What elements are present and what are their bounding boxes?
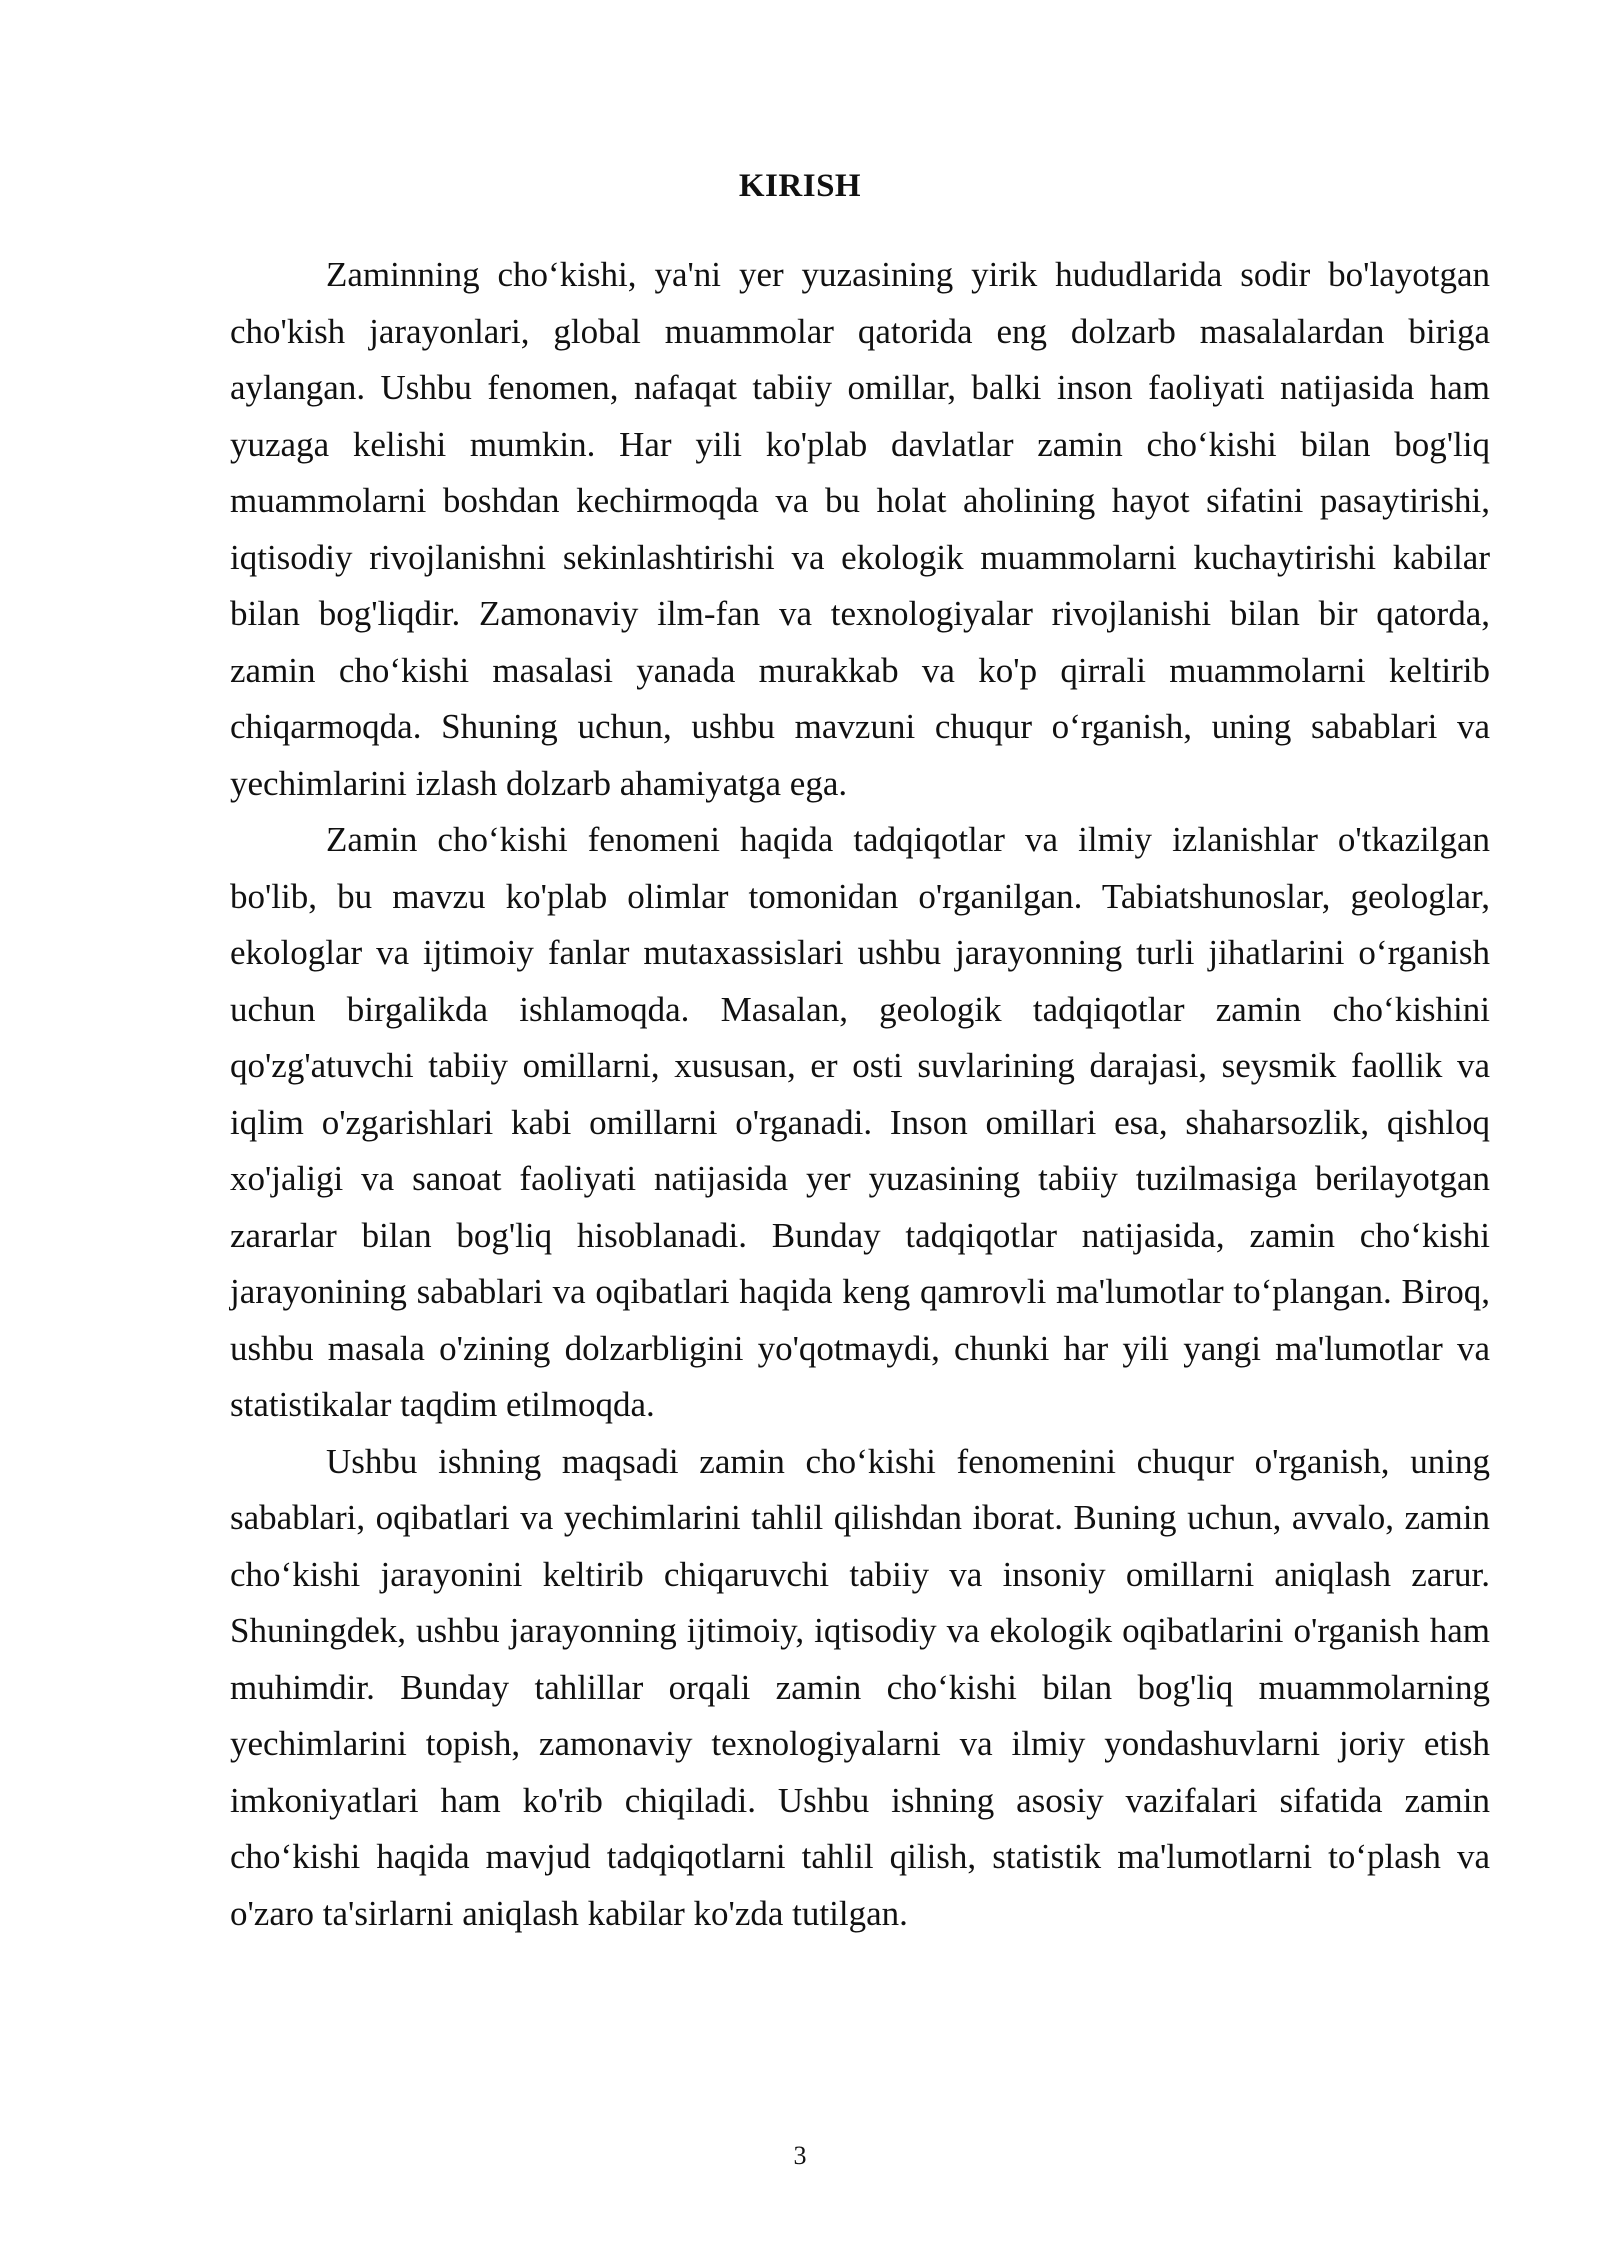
section-title: KIRISH [738,168,862,204]
paragraph-2: Zamin cho‘kishi fenomeni haqida tadqiqotlar va ilmiy izlanishlar o'tkazilgan bo'lib, bu mavzu ko'plab olimlar tomonidan o'rganilgan. Tabiatshunoslar, geologlar, ekologlar va ijtimoiy fanlar mutaxassislari ushbu jarayonning turli jihatlarini o‘rganish uchun birgalikda ishlamoqda. Masalan, geologik tadqiqotlar zamin cho‘kishini qo'zg'atuvchi tabiiy omillarni, xususan, er osti suvlarining darajasi, seysmik faollik va iqlim o'zgarishlari kabi omillarni o'rganadi. Inson omillari esa, shaharsozlik, qishloq xo'jaligi va sanoat faoliyati natijasida yer yuzasining tabiiy tuzilmasiga berilayotgan zararlar bilan bog'liq hisoblanadi. Bunday tadqiqotlar natijasida, zamin cho‘kishi jarayonining sabablari va oqibatlari haqida keng qamrovli ma'lumotlar to‘plangan. Biroq, ushbu masala o'zining dolzarbligini yo'qotmaydi, chunki har yili yangi ma'lumotlar va statistikalar taqdim etilmoqda. [230,820,1490,1424]
paragraph-3: Ushbu ishning maqsadi zamin cho‘kishi fenomenini chuqur o'rganish, uning sabablari, oqibatlari va yechimlarini tahlil qilishdan iborat. Buning uchun, avvalo, zamin cho‘kishi jarayonini keltirib chiqaruvchi tabiiy va insoniy omillarni aniqlash zarur. Shuningdek, ushbu jarayonning ijtimoiy, iqtisodiy va ekologik oqibatlarini o'rganish ham muhimdir. Bunday tahlillar orqali zamin cho‘kishi bilan bog'liq muammolarning yechimlarini topish, zamonaviy texnologiyalarni va ilmiy yondashuvlarni joriy etish imkoniyatlari ham ko'rib chiqiladi. Ushbu ishning asosiy vazifalari sifatida zamin cho‘kishi haqida mavjud tadqiqotlarni tahlil qilish, statistik ma'lumotlarni to‘plash va o'zaro ta'sirlarni aniqlash kabilar ko'zda tutilgan. [230,1441,1490,1933]
paragraph-1: Zaminning cho‘kishi, ya'ni yer yuzasining yirik hududlarida sodir bo'layotgan cho'kish jarayonlari, global muammolar qatorida eng dolzarb masalalardan biriga aylangan. Ushbu fenomen, nafaqat tabiiy omillar, balki inson faoliyati natijasida ham yuzaga kelishi mumkin. Har yili ko'plab davlatlar zamin cho‘kishi bilan bog'liq muammolarni boshdan kechirmoqda va bu holat aholining hayot sifatini pasaytirishi, iqtisodiy rivojlanishni sekinlashtirishi va ekologik muammolarni kuchaytirishi kabilar bilan bog'liqdir. Zamonaviy ilm-fan va texnologiyalar rivojlanishi bilan bir qatorda, zamin cho‘kishi masalasi yanada murakkab va ko'p qirrali muammolarni keltirib chiqarmoqda. Shuning uchun, ushbu mavzuni chuqur o‘rganish, uning sabablari va yechimlarini izlash dolzarb ahamiyatga ega. [230,255,1490,803]
page-number: 3 [793,2141,807,2170]
body-text [230,247,1490,1942]
